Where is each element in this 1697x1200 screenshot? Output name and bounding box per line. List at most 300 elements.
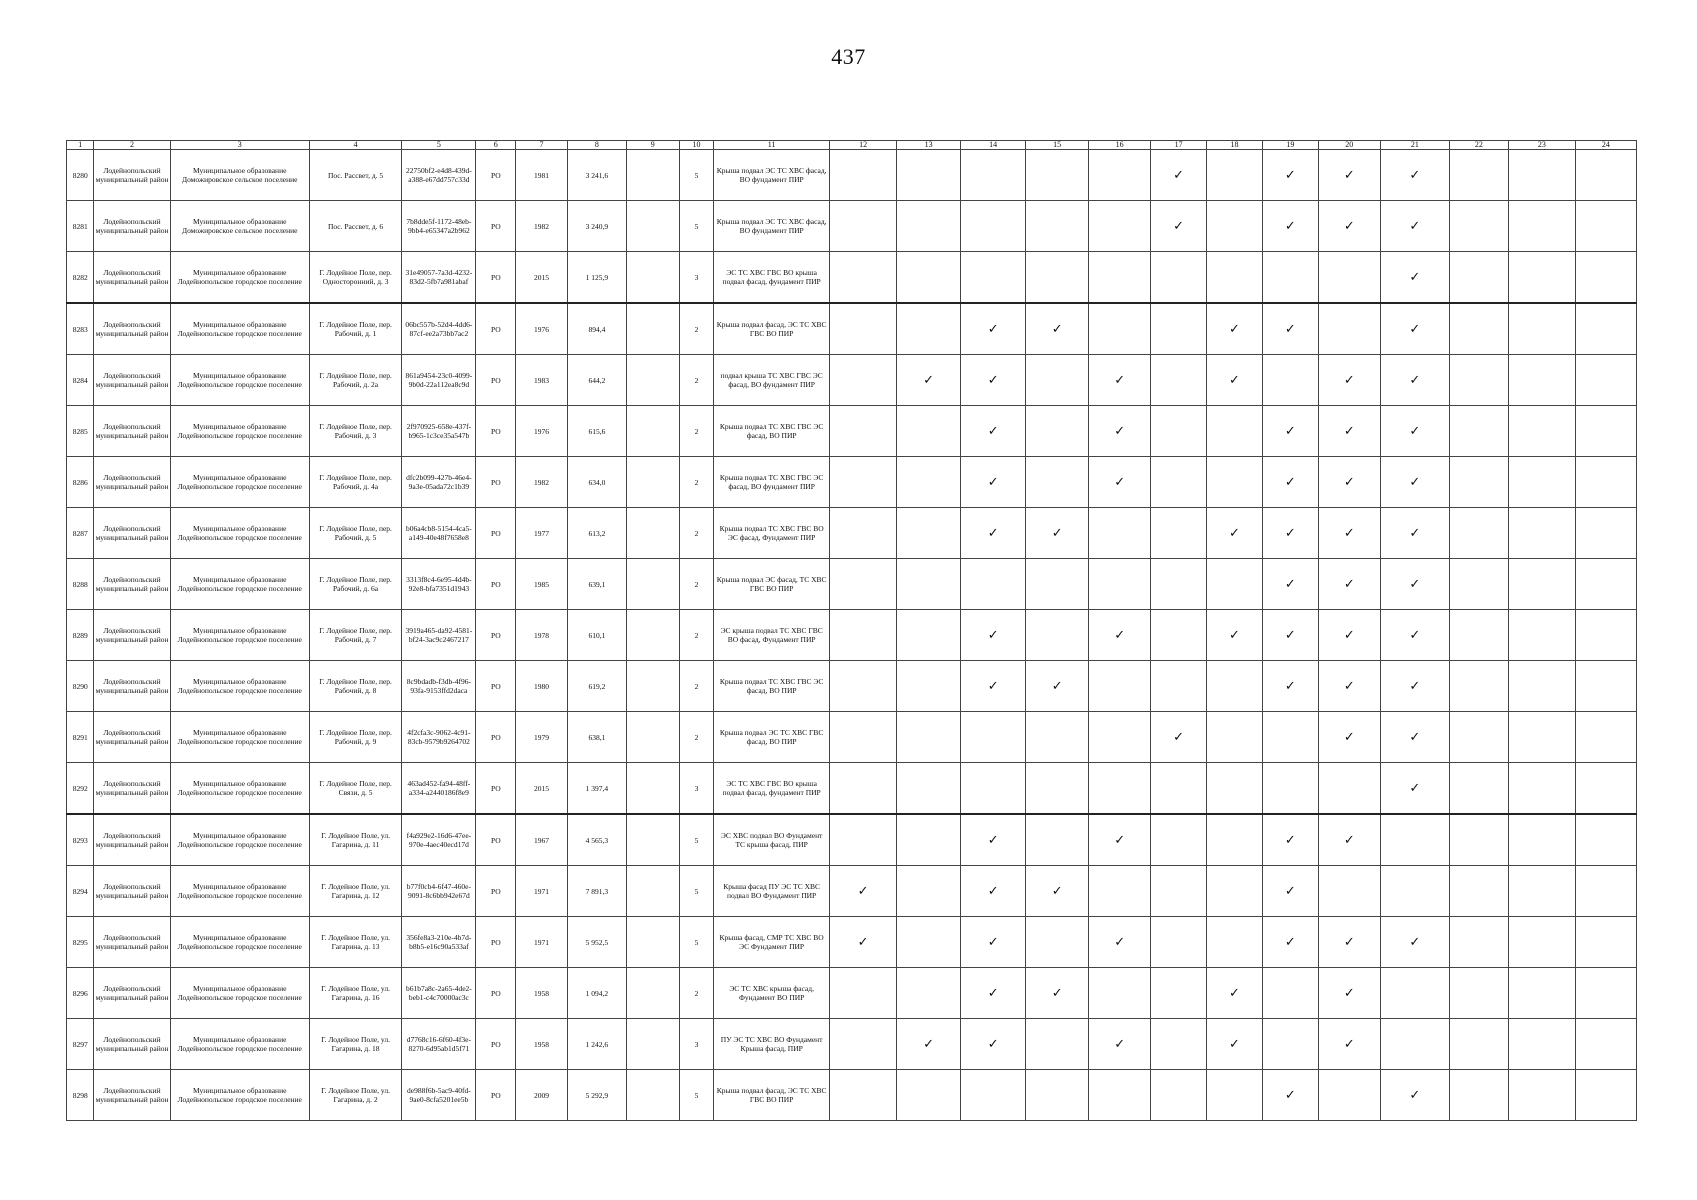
work-column-19 — [1262, 303, 1318, 355]
checkmark-icon: ✓ — [1051, 678, 1063, 694]
work-column-13 — [897, 406, 961, 457]
construction-year: 1976 — [516, 303, 568, 355]
work-column-20 — [1318, 355, 1380, 406]
district-name: Лодейнопольский муниципальный район — [94, 1070, 170, 1121]
work-column-23 — [1508, 457, 1575, 508]
checkmark-icon: ✓ — [1284, 525, 1296, 541]
checkmark-icon: ✓ — [1409, 269, 1421, 285]
work-column-20 — [1318, 508, 1380, 559]
column-9-value — [626, 150, 679, 201]
checkmark-icon: ✓ — [1284, 576, 1296, 592]
planned-works: Крыша подвал ТС ХВС ГВС ЭС фасад, ВО фундамент ПИР — [714, 457, 830, 508]
checkmark-icon: ✓ — [1284, 832, 1296, 848]
work-column-16 — [1089, 150, 1151, 201]
work-column-17 — [1151, 661, 1207, 712]
municipality-name: Муниципальное образование Лодейнопольское городское поселение — [170, 303, 309, 355]
building-type: РО — [476, 1019, 516, 1070]
building-area: 5 292,9 — [567, 1070, 626, 1121]
table-row — [67, 559, 1637, 610]
work-column-20 — [1318, 559, 1380, 610]
work-column-17 — [1151, 559, 1207, 610]
column-10-value: 2 — [679, 355, 714, 406]
planned-works: подвал крыша ТС ХВС ГВС ЭС фасад, ВО фундамент ПИР — [714, 355, 830, 406]
work-column-13 — [897, 201, 961, 252]
work-column-13 — [897, 252, 961, 304]
work-column-16 — [1089, 1070, 1151, 1121]
checkmark-icon: ✓ — [1114, 423, 1126, 439]
building-type: РО — [476, 968, 516, 1019]
work-column-21 — [1380, 712, 1449, 763]
table-row — [67, 610, 1637, 661]
checkmark-icon: ✓ — [987, 1036, 999, 1052]
municipality-name: Муниципальное образование Лодейнопольское городское поселение — [170, 968, 309, 1019]
work-column-19 — [1262, 917, 1318, 968]
row-id: 8284 — [67, 355, 94, 406]
work-column-14 — [961, 355, 1026, 406]
building-area: 638,1 — [567, 712, 626, 763]
planned-works: ПУ ЭС ТС ХВС ВО Фундамент Крыша фасад, ПИР — [714, 1019, 830, 1070]
column-9-value — [626, 866, 679, 917]
column-10-value: 5 — [679, 1070, 714, 1121]
row-id: 8294 — [67, 866, 94, 917]
work-column-17 — [1151, 610, 1207, 661]
work-column-17 — [1151, 508, 1207, 559]
work-column-23 — [1508, 1070, 1575, 1121]
checkmark-icon: ✓ — [1284, 321, 1296, 337]
table-row — [67, 406, 1637, 457]
checkmark-icon: ✓ — [1343, 167, 1355, 183]
work-column-21 — [1380, 866, 1449, 917]
municipality-name: Муниципальное образование Лодейнопольское городское поселение — [170, 457, 309, 508]
work-column-12 — [830, 201, 897, 252]
column-10-value: 3 — [679, 763, 714, 815]
building-guid: 06bc557b-52d4-4dd6-87cf-ee2a73bb7ac2 — [402, 303, 476, 355]
building-guid: 3313f8c4-6e95-4d4b-92e8-bfa7351d1943 — [402, 559, 476, 610]
work-column-16 — [1089, 559, 1151, 610]
work-column-13 — [897, 303, 961, 355]
checkmark-icon: ✓ — [987, 985, 999, 1001]
building-type: РО — [476, 763, 516, 815]
work-column-23 — [1508, 201, 1575, 252]
work-column-19 — [1262, 968, 1318, 1019]
column-number: 18 — [1207, 141, 1263, 150]
table-row — [67, 508, 1637, 559]
work-column-21 — [1380, 968, 1449, 1019]
checkmark-icon: ✓ — [1409, 372, 1421, 388]
building-type: РО — [476, 917, 516, 968]
municipality-name: Муниципальное образование Лодейнопольское городское поселение — [170, 406, 309, 457]
building-address: Г. Лодейное Поле, пер. Связи, д. 5 — [309, 763, 401, 815]
building-area: 634,0 — [567, 457, 626, 508]
column-10-value: 5 — [679, 866, 714, 917]
building-address: Г. Лодейное Поле, ул. Гагарина, д. 16 — [309, 968, 401, 1019]
work-column-18 — [1207, 968, 1263, 1019]
checkmark-icon: ✓ — [1343, 423, 1355, 439]
row-id: 8292 — [67, 763, 94, 815]
checkmark-icon: ✓ — [1114, 627, 1126, 643]
table-row — [67, 201, 1637, 252]
work-column-18 — [1207, 1070, 1263, 1121]
work-column-16 — [1089, 968, 1151, 1019]
district-name: Лодейнопольский муниципальный район — [94, 968, 170, 1019]
building-type: РО — [476, 303, 516, 355]
checkmark-icon: ✓ — [1409, 218, 1421, 234]
row-id: 8281 — [67, 201, 94, 252]
column-10-value: 5 — [679, 150, 714, 201]
column-number: 11 — [714, 141, 830, 150]
checkmark-icon: ✓ — [987, 678, 999, 694]
district-name: Лодейнопольский муниципальный район — [94, 814, 170, 866]
municipality-name: Муниципальное образование Лодейнопольское городское поселение — [170, 508, 309, 559]
row-id: 8290 — [67, 661, 94, 712]
work-column-12 — [830, 610, 897, 661]
column-9-value — [626, 406, 679, 457]
checkmark-icon: ✓ — [1343, 832, 1355, 848]
work-column-18 — [1207, 866, 1263, 917]
work-column-20 — [1318, 866, 1380, 917]
work-column-20 — [1318, 150, 1380, 201]
district-name: Лодейнопольский муниципальный район — [94, 559, 170, 610]
building-type: РО — [476, 866, 516, 917]
work-column-14 — [961, 559, 1026, 610]
building-address: Пос. Рассвет, д. 5 — [309, 150, 401, 201]
column-9-value — [626, 712, 679, 763]
building-area: 610,1 — [567, 610, 626, 661]
district-name: Лодейнопольский муниципальный район — [94, 252, 170, 304]
construction-year: 1985 — [516, 559, 568, 610]
work-column-23 — [1508, 406, 1575, 457]
column-9-value — [626, 763, 679, 815]
work-column-14 — [961, 201, 1026, 252]
column-10-value: 2 — [679, 406, 714, 457]
work-column-23 — [1508, 763, 1575, 815]
district-name: Лодейнопольский муниципальный район — [94, 457, 170, 508]
building-type: РО — [476, 508, 516, 559]
work-column-16 — [1089, 866, 1151, 917]
work-column-15 — [1026, 661, 1089, 712]
column-10-value: 2 — [679, 508, 714, 559]
work-column-22 — [1449, 712, 1508, 763]
checkmark-icon: ✓ — [857, 934, 869, 950]
work-column-18 — [1207, 559, 1263, 610]
checkmark-icon: ✓ — [1173, 218, 1185, 234]
work-column-17 — [1151, 201, 1207, 252]
work-column-17 — [1151, 814, 1207, 866]
construction-year: 1978 — [516, 610, 568, 661]
work-column-13 — [897, 763, 961, 815]
district-name: Лодейнопольский муниципальный район — [94, 355, 170, 406]
work-column-18 — [1207, 917, 1263, 968]
building-guid: de988f6b-5ac9-40fd-9ae0-8cfa5201ee5b — [402, 1070, 476, 1121]
work-column-24 — [1575, 712, 1636, 763]
building-address: Г. Лодейное Поле, ул. Гагарина, д. 11 — [309, 814, 401, 866]
work-column-14 — [961, 661, 1026, 712]
work-column-13 — [897, 968, 961, 1019]
work-column-22 — [1449, 1019, 1508, 1070]
table-row — [67, 1070, 1637, 1121]
building-area: 619,2 — [567, 661, 626, 712]
checkmark-icon: ✓ — [1173, 729, 1185, 745]
building-guid: 22750bf2-e4d8-439d-a388-e67dd757c33d — [402, 150, 476, 201]
work-column-23 — [1508, 814, 1575, 866]
work-column-19 — [1262, 1070, 1318, 1121]
checkmark-icon: ✓ — [1343, 1036, 1355, 1052]
building-address: Г. Лодейное Поле, пер. Рабочий, д. 3 — [309, 406, 401, 457]
row-id: 8285 — [67, 406, 94, 457]
building-type: РО — [476, 712, 516, 763]
work-column-23 — [1508, 355, 1575, 406]
work-column-20 — [1318, 917, 1380, 968]
planned-works: Крыша подвал фасад, ЭС ТС ХВС ГВС ВО ПИР — [714, 303, 830, 355]
column-10-value: 5 — [679, 201, 714, 252]
work-column-20 — [1318, 814, 1380, 866]
planned-works: Крыша подвал ТС ХВС ГВС ЭС фасад, ВО ПИР — [714, 406, 830, 457]
construction-year: 1979 — [516, 712, 568, 763]
municipality-name: Муниципальное образование Лодейнопольское городское поселение — [170, 661, 309, 712]
row-id: 8287 — [67, 508, 94, 559]
column-10-value: 2 — [679, 661, 714, 712]
checkmark-icon: ✓ — [923, 372, 935, 388]
work-column-13 — [897, 1070, 961, 1121]
work-column-15 — [1026, 201, 1089, 252]
work-column-12 — [830, 150, 897, 201]
district-name: Лодейнопольский муниципальный район — [94, 150, 170, 201]
column-number: 16 — [1089, 141, 1151, 150]
checkmark-icon: ✓ — [1343, 678, 1355, 694]
work-column-18 — [1207, 355, 1263, 406]
checkmark-icon: ✓ — [1409, 474, 1421, 490]
work-column-16 — [1089, 917, 1151, 968]
work-column-22 — [1449, 150, 1508, 201]
row-id: 8286 — [67, 457, 94, 508]
work-column-16 — [1089, 1019, 1151, 1070]
work-column-21 — [1380, 610, 1449, 661]
municipality-name: Муниципальное образование Доможировское сельское поселение — [170, 150, 309, 201]
municipality-name: Муниципальное образование Доможировское сельское поселение — [170, 201, 309, 252]
checkmark-icon: ✓ — [1229, 372, 1240, 388]
column-9-value — [626, 559, 679, 610]
construction-year: 1983 — [516, 355, 568, 406]
checkmark-icon: ✓ — [1343, 985, 1355, 1001]
work-column-21 — [1380, 457, 1449, 508]
table-row — [67, 917, 1637, 968]
work-column-21 — [1380, 406, 1449, 457]
building-address: Пос. Рассвет, д. 6 — [309, 201, 401, 252]
page-number: 437 — [831, 44, 866, 69]
work-column-16 — [1089, 661, 1151, 712]
municipality-name: Муниципальное образование Лодейнопольское городское поселение — [170, 1070, 309, 1121]
work-column-21 — [1380, 508, 1449, 559]
column-number: 7 — [516, 141, 568, 150]
work-column-17 — [1151, 406, 1207, 457]
column-9-value — [626, 917, 679, 968]
work-column-24 — [1575, 457, 1636, 508]
checkmark-icon: ✓ — [1173, 167, 1185, 183]
planned-works: Крыша подвал ЭС ТС ХВС фасад, ВО фундамент ПИР — [714, 150, 830, 201]
work-column-15 — [1026, 406, 1089, 457]
work-column-17 — [1151, 917, 1207, 968]
work-column-24 — [1575, 763, 1636, 815]
column-9-value — [626, 1070, 679, 1121]
work-column-12 — [830, 508, 897, 559]
work-column-18 — [1207, 1019, 1263, 1070]
checkmark-icon: ✓ — [1114, 474, 1126, 490]
checkmark-icon: ✓ — [1051, 985, 1063, 1001]
work-column-13 — [897, 661, 961, 712]
work-column-16 — [1089, 763, 1151, 815]
planned-works: Крыша фасад, СМР ТС ХВС ВО ЭС Фундамент ПИР — [714, 917, 830, 968]
column-number: 12 — [830, 141, 897, 150]
column-number: 5 — [402, 141, 476, 150]
work-column-22 — [1449, 201, 1508, 252]
column-number: 2 — [94, 141, 170, 150]
column-9-value — [626, 252, 679, 304]
work-column-22 — [1449, 303, 1508, 355]
building-guid: 2f970925-658e-437f-b965-1c3ce35a547b — [402, 406, 476, 457]
work-column-12 — [830, 303, 897, 355]
work-column-24 — [1575, 866, 1636, 917]
work-column-14 — [961, 406, 1026, 457]
building-area: 1 242,6 — [567, 1019, 626, 1070]
work-column-15 — [1026, 763, 1089, 815]
building-type: РО — [476, 201, 516, 252]
work-column-22 — [1449, 610, 1508, 661]
work-column-23 — [1508, 968, 1575, 1019]
work-column-20 — [1318, 1019, 1380, 1070]
table-row — [67, 968, 1637, 1019]
work-column-23 — [1508, 917, 1575, 968]
checkmark-icon: ✓ — [923, 1036, 935, 1052]
work-column-19 — [1262, 406, 1318, 457]
district-name: Лодейнопольский муниципальный район — [94, 917, 170, 968]
work-column-17 — [1151, 712, 1207, 763]
work-column-15 — [1026, 457, 1089, 508]
column-number: 6 — [476, 141, 516, 150]
checkmark-icon: ✓ — [1051, 321, 1063, 337]
building-area: 1 094,2 — [567, 968, 626, 1019]
municipality-name: Муниципальное образование Лодейнопольское городское поселение — [170, 814, 309, 866]
work-column-22 — [1449, 814, 1508, 866]
work-column-19 — [1262, 661, 1318, 712]
work-column-15 — [1026, 866, 1089, 917]
column-10-value: 5 — [679, 814, 714, 866]
work-column-18 — [1207, 661, 1263, 712]
work-column-15 — [1026, 917, 1089, 968]
construction-year: 1977 — [516, 508, 568, 559]
column-10-value: 3 — [679, 1019, 714, 1070]
work-column-18 — [1207, 303, 1263, 355]
column-9-value — [626, 968, 679, 1019]
construction-year: 2009 — [516, 1070, 568, 1121]
municipality-name: Муниципальное образование Лодейнопольское городское поселение — [170, 610, 309, 661]
work-column-17 — [1151, 150, 1207, 201]
work-column-19 — [1262, 252, 1318, 304]
work-column-20 — [1318, 763, 1380, 815]
work-column-17 — [1151, 866, 1207, 917]
work-column-12 — [830, 712, 897, 763]
work-column-24 — [1575, 610, 1636, 661]
planned-works: Крыша подвал ТС ХВС ГВС ВО ЭС фасад, Фундамент ПИР — [714, 508, 830, 559]
checkmark-icon: ✓ — [857, 883, 869, 899]
construction-year: 1967 — [516, 814, 568, 866]
work-column-20 — [1318, 610, 1380, 661]
building-type: РО — [476, 1070, 516, 1121]
row-id: 8295 — [67, 917, 94, 968]
building-type: РО — [476, 661, 516, 712]
checkmark-icon: ✓ — [1284, 218, 1296, 234]
row-id: 8289 — [67, 610, 94, 661]
work-column-24 — [1575, 252, 1636, 304]
checkmark-icon: ✓ — [1343, 474, 1355, 490]
work-column-14 — [961, 610, 1026, 661]
work-column-21 — [1380, 252, 1449, 304]
work-column-16 — [1089, 508, 1151, 559]
construction-year: 1982 — [516, 201, 568, 252]
work-column-24 — [1575, 917, 1636, 968]
work-column-12 — [830, 866, 897, 917]
table-row — [67, 457, 1637, 508]
column-10-value: 5 — [679, 917, 714, 968]
checkmark-icon: ✓ — [1343, 627, 1355, 643]
work-column-23 — [1508, 252, 1575, 304]
planned-works: Крыша подвал ЭС фасад, ТС ХВС ГВС ВО ПИР — [714, 559, 830, 610]
checkmark-icon: ✓ — [987, 474, 999, 490]
work-column-12 — [830, 968, 897, 1019]
column-number: 9 — [626, 141, 679, 150]
work-column-14 — [961, 712, 1026, 763]
building-guid: 3919a465-da92-4581-bf24-3ac9c2467217 — [402, 610, 476, 661]
checkmark-icon: ✓ — [1409, 525, 1421, 541]
checkmark-icon: ✓ — [987, 372, 999, 388]
column-9-value — [626, 508, 679, 559]
work-column-16 — [1089, 355, 1151, 406]
work-column-17 — [1151, 355, 1207, 406]
checkmark-icon: ✓ — [1343, 218, 1355, 234]
checkmark-icon: ✓ — [987, 883, 999, 899]
work-column-15 — [1026, 150, 1089, 201]
building-type: РО — [476, 150, 516, 201]
checkmark-icon: ✓ — [1409, 167, 1421, 183]
checkmark-icon: ✓ — [1409, 780, 1421, 796]
work-column-16 — [1089, 406, 1151, 457]
work-column-13 — [897, 814, 961, 866]
work-column-20 — [1318, 661, 1380, 712]
building-address: Г. Лодейное Поле, пер. Рабочий, д. 6а — [309, 559, 401, 610]
work-column-18 — [1207, 252, 1263, 304]
building-area: 3 241,6 — [567, 150, 626, 201]
work-column-22 — [1449, 661, 1508, 712]
column-number: 13 — [897, 141, 961, 150]
district-name: Лодейнопольский муниципальный район — [94, 303, 170, 355]
building-guid: b06a4cb8-5154-4ca5-a149-40e48f7658e8 — [402, 508, 476, 559]
work-column-19 — [1262, 712, 1318, 763]
planned-works: ЭС крыша подвал ТС ХВС ГВС ВО фасад, Фундамент ПИР — [714, 610, 830, 661]
building-type: РО — [476, 814, 516, 866]
work-column-20 — [1318, 968, 1380, 1019]
row-id: 8291 — [67, 712, 94, 763]
row-id: 8282 — [67, 252, 94, 304]
work-column-22 — [1449, 866, 1508, 917]
table-row — [67, 866, 1637, 917]
planned-works: ЭС ТС ХВС крыша фасад, Фундамент ВО ПИР — [714, 968, 830, 1019]
building-address: Г. Лодейное Поле, пер. Односторонний, д. 3 — [309, 252, 401, 304]
work-column-15 — [1026, 355, 1089, 406]
work-column-22 — [1449, 1070, 1508, 1121]
work-column-16 — [1089, 712, 1151, 763]
building-area: 639,1 — [567, 559, 626, 610]
work-column-12 — [830, 814, 897, 866]
checkmark-icon: ✓ — [1409, 627, 1421, 643]
